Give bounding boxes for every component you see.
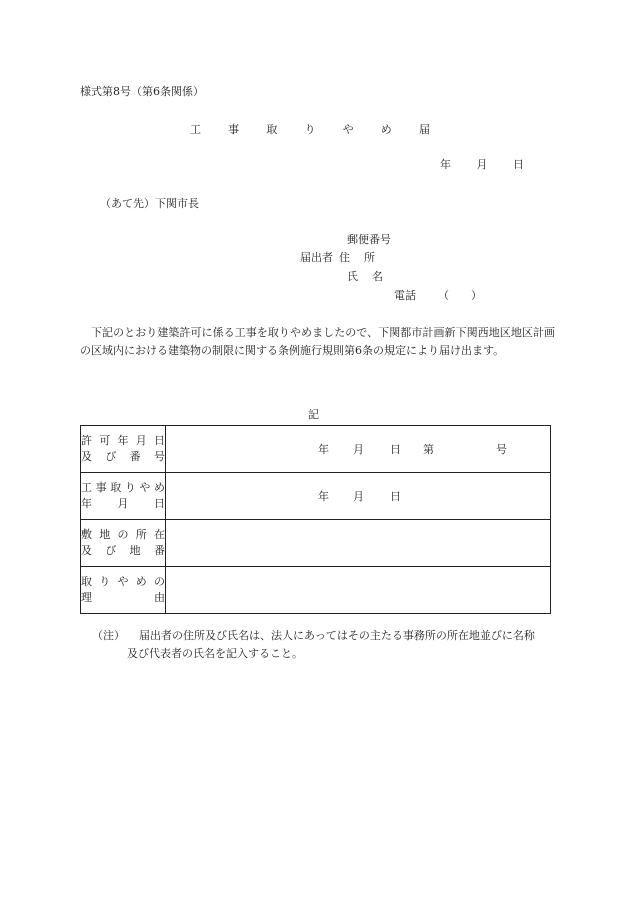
go-label: 号 [496,443,507,456]
dai-label: 第 [423,443,434,456]
note-mark: （注） [92,629,125,642]
year-label: 年 [318,490,329,503]
note-line-2: 及び代表者の氏名を記入すること。 [127,647,303,660]
site-location-field[interactable] [166,520,551,567]
cancellation-reason-field[interactable] [166,567,551,614]
year-label: 年 [318,443,329,456]
label-char: め [135,575,147,588]
label-char: 理 [81,591,92,604]
label-char: 取 [110,481,122,494]
label-char: 在 [154,528,165,541]
applicant-label: 届出者 [300,251,333,264]
title-char: め [380,123,392,136]
table-row [81,567,551,614]
title-char: 届 [418,123,430,136]
label-char: 取 [81,575,92,588]
date-month-label: 月 [476,158,488,171]
applicant-address-line [300,249,375,265]
label-char: り [99,575,111,588]
label-char: 番 [129,450,141,463]
label-char: 許 [81,434,92,447]
date-year-label: 年 [440,158,451,171]
label-char: 日 [154,434,165,447]
form-number: 様式第8号（第6条関係） [80,85,204,98]
label-char: 事 [95,481,107,494]
postal-code-label: 郵便番号 [347,233,391,246]
cancellation-reason-label [81,567,166,614]
month-label: 月 [353,490,364,503]
name-label-1: 氏 [347,270,358,283]
label-char: 日 [154,497,165,510]
title-char: り [304,123,316,136]
form-table [80,425,551,614]
body-text: 下記のとおり建築許可に係る工事を取りやめましたので、下関都市計画新下関西地区地区計画の区域内における建築物の制限に関する条例施行規則第6条の規定により届け出ます。 [80,326,555,357]
label-char: 地 [129,544,141,557]
label-char: 工 [81,481,92,494]
name-label-2: 名 [372,270,383,283]
title-char: や [342,123,354,136]
addressee: （あて先）下関市長 [100,197,199,210]
date-day-label: 日 [513,158,524,171]
label-char: や [117,575,129,588]
label-char: の [117,528,129,541]
note-line-1 [92,627,535,643]
table-row [81,473,551,520]
label-char: び [105,544,117,557]
site-location-label [81,520,166,567]
ki-heading: 記 [308,408,319,421]
label-char: 敷 [81,528,92,541]
label-char: 地 [99,528,111,541]
label-char: 由 [154,591,165,604]
label-char: 可 [99,434,111,447]
phone-parens: （ ） [438,289,482,302]
title-char: 事 [228,123,240,136]
table-row [81,426,551,473]
phone-label: 電話 [394,289,416,302]
label-char: め [153,481,165,494]
title-char: 取 [266,123,278,136]
label-char: 及 [81,450,92,463]
cancellation-date-field[interactable] [166,473,551,520]
label-char: や [139,481,151,494]
day-label: 日 [390,443,401,456]
permit-date-number-field[interactable] [166,426,551,473]
month-label: 月 [353,443,364,456]
day-label: 日 [390,490,401,503]
label-char: 番 [153,544,165,557]
phone-line [394,287,482,303]
applicant-name-line [347,268,383,284]
address-label-1: 住 [339,251,350,264]
label-char: の [154,575,165,588]
submission-date [440,156,524,172]
label-char: び [105,450,117,463]
label-char: 年 [81,497,92,510]
document-title [190,121,430,137]
label-char: 及 [81,544,92,557]
label-char: り [124,481,136,494]
title-char: 工 [190,123,201,136]
cancellation-date-label [81,473,166,520]
permit-date-number-label [81,426,166,473]
table-row [81,520,551,567]
address-label-2: 所 [364,251,375,264]
label-char: 年 [117,434,129,447]
label-char: 月 [117,497,129,510]
note-text-1: 届出者の住所及び氏名は、法人にあってはその主たる事務所の所在地並びに名称 [139,629,535,642]
label-char: 所 [135,528,147,541]
label-char: 月 [135,434,147,447]
label-char: 号 [153,450,165,463]
